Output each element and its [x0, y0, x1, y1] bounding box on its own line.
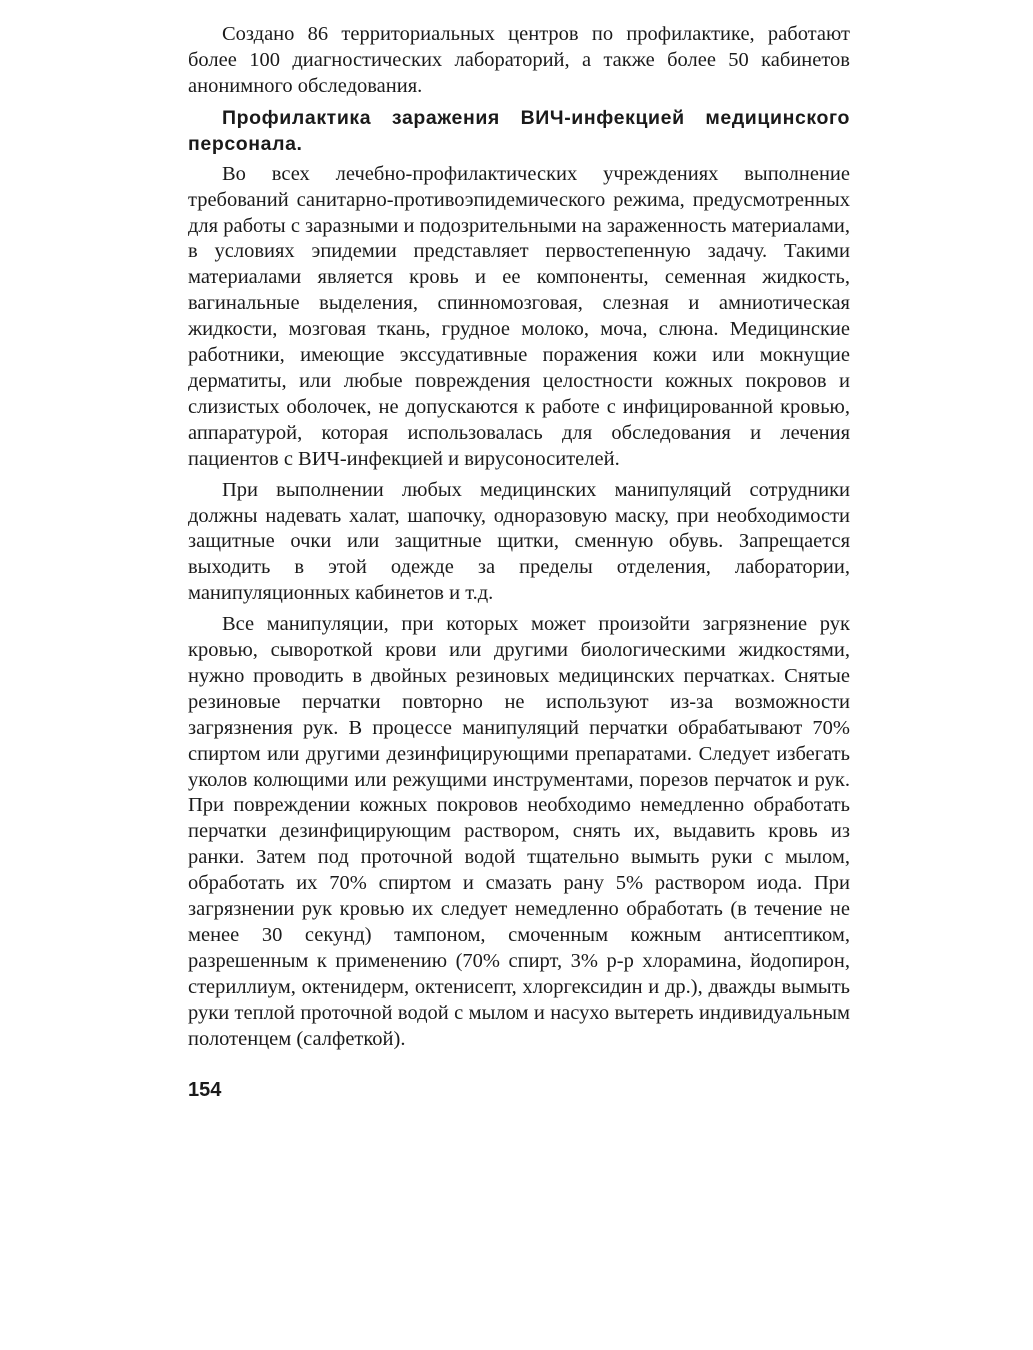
section-heading: Профилактика заражения ВИЧ-инфекцией медицинского персонала.: [188, 106, 850, 155]
page-number: 154: [188, 1079, 222, 1101]
page-body: [188, 22, 850, 1053]
paragraph-centers: Создано 86 территориальных центров по профилактике, работают более 100 диагностических лабораторий, а также более 50 кабинетов анонимного обследования.: [188, 23, 850, 97]
paragraph-protective-clothing: При выполнении любых медицинских манипуляций сотрудники должны надевать халат, шапочку, одноразовую маску, при необходимости защитные очки или защитные щитки, сменную обувь. Запрещается выходить в этой одежде за пределы отделения, лаборатории, манипуляционных кабинетов и т.д.: [188, 478, 850, 605]
paragraph-requirements: Во всех лечебно-профилактических учреждениях выполнение требований санитарно-противоэпидемического режима, предусмотренных для работы с заразными и подозрительными на зараженность материалами, в условиях эпидемии представляет первостепенную задачу. Такими материалами является кровь и ее компоненты, семенная жидкость, вагинальные выделения, спинномозговая, слезная и амниотическая жидкости, мозговая ткань, грудное молоко, моча, слюна. Медицинские работники, имеющие экссудативные поражения кожи или мокнущие дерматиты, или любые повреждения целостности кожных покровов и слизистых оболочек, не допускаются к работе с инфицированной кровью, аппаратурой, которая использовалась для обследования и лечения пациентов с ВИЧ-инфекцией и вирусоносителей.: [188, 162, 851, 470]
paragraph-gloves-procedures: Все манипуляции, при которых может произойти загрязнение рук кровью, сывороткой крови или другими биологическими жидкостями, нужно проводить в двойных резиновых медицинских перчатках. Снятые резиновые перчатки повторно не используют из-за возможности загрязнения рук. В процессе манипуляций перчатки обрабатывают 70% спиртом или другими дезинфицирующими препаратами. Следует избегать уколов колющими или режущими инструментами, порезов перчаток и рук. При повреждении кожных покровов необходимо немедленно обработать перчатки дезинфицирующим раствором, снять их, выдавить кровь из ранки. Затем под проточной водой тщательно вымыть руки с мылом, обработать их 70% спиртом и смазать рану 5% раствором иода. При загрязнении рук кровью их следует немедленно обработать (в течение не менее 30 секунд) тампоном, смоченным кожным антисептиком, разрешенным к применению (70% спирт, 3% р-р хлорамина, йодопирон, стериллиум, октенидерм, октенисепт, хлоргексидин и др.), дважды вымыть руки теплой проточной водой с мылом и насухо вытереть индивидуальным полотенцем (салфеткой).: [188, 613, 850, 1050]
